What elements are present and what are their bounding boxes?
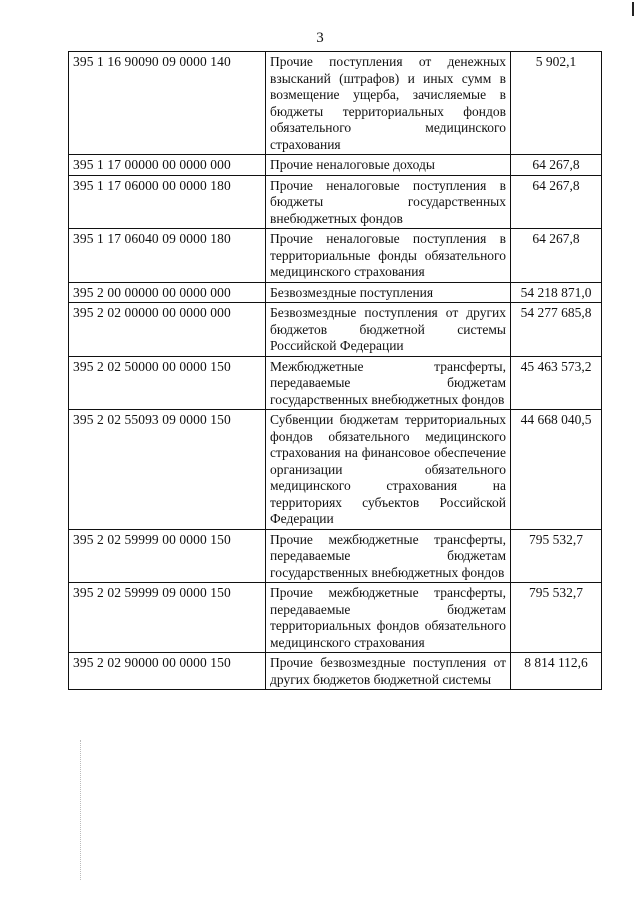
amount-cell: 54 277 685,8 xyxy=(511,303,602,357)
scan-edge-mark xyxy=(632,2,634,16)
budget-code-cell: 395 2 02 90000 00 0000 150 xyxy=(69,653,266,690)
amount-cell: 64 267,8 xyxy=(511,229,602,283)
page-number: 3 xyxy=(316,30,324,46)
table-row xyxy=(69,653,602,690)
budget-code-cell: 395 1 17 00000 00 0000 000 xyxy=(69,155,266,176)
revenue-table xyxy=(68,51,602,690)
table-row xyxy=(69,175,602,229)
revenue-name-cell: Безвозмездные поступления xyxy=(266,282,511,303)
scan-artifact-dots xyxy=(80,740,82,880)
amount-cell: 44 668 040,5 xyxy=(511,410,602,530)
budget-code-cell: 395 1 17 06040 09 0000 180 xyxy=(69,229,266,283)
amount-cell: 5 902,1 xyxy=(511,52,602,155)
revenue-name-cell: Прочие неналоговые доходы xyxy=(266,155,511,176)
table-row xyxy=(69,303,602,357)
revenue-name-cell: Субвенции бюджетам территориальных фондов обязательного медицинского страхования на финансовое обеспечение организации обязательного медицинского страхования на территориях субъектов Российской Федерации xyxy=(266,410,511,530)
table-row xyxy=(69,155,602,176)
amount-cell: 8 814 112,6 xyxy=(511,653,602,690)
budget-code-cell: 395 1 16 90090 09 0000 140 xyxy=(69,52,266,155)
table-row xyxy=(69,410,602,530)
revenue-name-cell: Прочие неналоговые поступления в бюджеты государственных внебюджетных фондов xyxy=(266,175,511,229)
revenue-name-cell: Безвозмездные поступления от других бюджетов бюджетной системы Российской Федерации xyxy=(266,303,511,357)
budget-code-cell: 395 2 02 59999 00 0000 150 xyxy=(69,529,266,583)
table-row xyxy=(69,282,602,303)
amount-cell: 64 267,8 xyxy=(511,175,602,229)
table-row xyxy=(69,52,602,155)
revenue-name-cell: Прочие поступления от денежных взысканий (штрафов) и иных сумм в возмещение ущерба, зачисляемые в бюджеты территориальных фондов обязательного медицинского страхования xyxy=(266,52,511,155)
budget-code-cell: 395 1 17 06000 00 0000 180 xyxy=(69,175,266,229)
budget-code-cell: 395 2 02 59999 09 0000 150 xyxy=(69,583,266,653)
amount-cell: 45 463 573,2 xyxy=(511,356,602,410)
amount-cell: 795 532,7 xyxy=(511,583,602,653)
table-row xyxy=(69,356,602,410)
revenue-name-cell: Прочие межбюджетные трансферты, передаваемые бюджетам государственных внебюджетных фондов xyxy=(266,529,511,583)
amount-cell: 54 218 871,0 xyxy=(511,282,602,303)
revenue-table-body xyxy=(69,52,602,690)
amount-cell: 795 532,7 xyxy=(511,529,602,583)
amount-cell: 64 267,8 xyxy=(511,155,602,176)
budget-code-cell: 395 2 02 00000 00 0000 000 xyxy=(69,303,266,357)
budget-code-cell: 395 2 02 55093 09 0000 150 xyxy=(69,410,266,530)
table-row xyxy=(69,583,602,653)
revenue-name-cell: Прочие безвозмездные поступления от других бюджетов бюджетной системы xyxy=(266,653,511,690)
revenue-name-cell: Прочие неналоговые поступления в территориальные фонды обязательного медицинского страхования xyxy=(266,229,511,283)
budget-code-cell: 395 2 02 50000 00 0000 150 xyxy=(69,356,266,410)
table-row xyxy=(69,529,602,583)
revenue-name-cell: Межбюджетные трансферты, передаваемые бюджетам государственных внебюджетных фондов xyxy=(266,356,511,410)
table-row xyxy=(69,229,602,283)
revenue-name-cell: Прочие межбюджетные трансферты, передаваемые бюджетам территориальных фондов обязательного медицинского страхования xyxy=(266,583,511,653)
budget-code-cell: 395 2 00 00000 00 0000 000 xyxy=(69,282,266,303)
